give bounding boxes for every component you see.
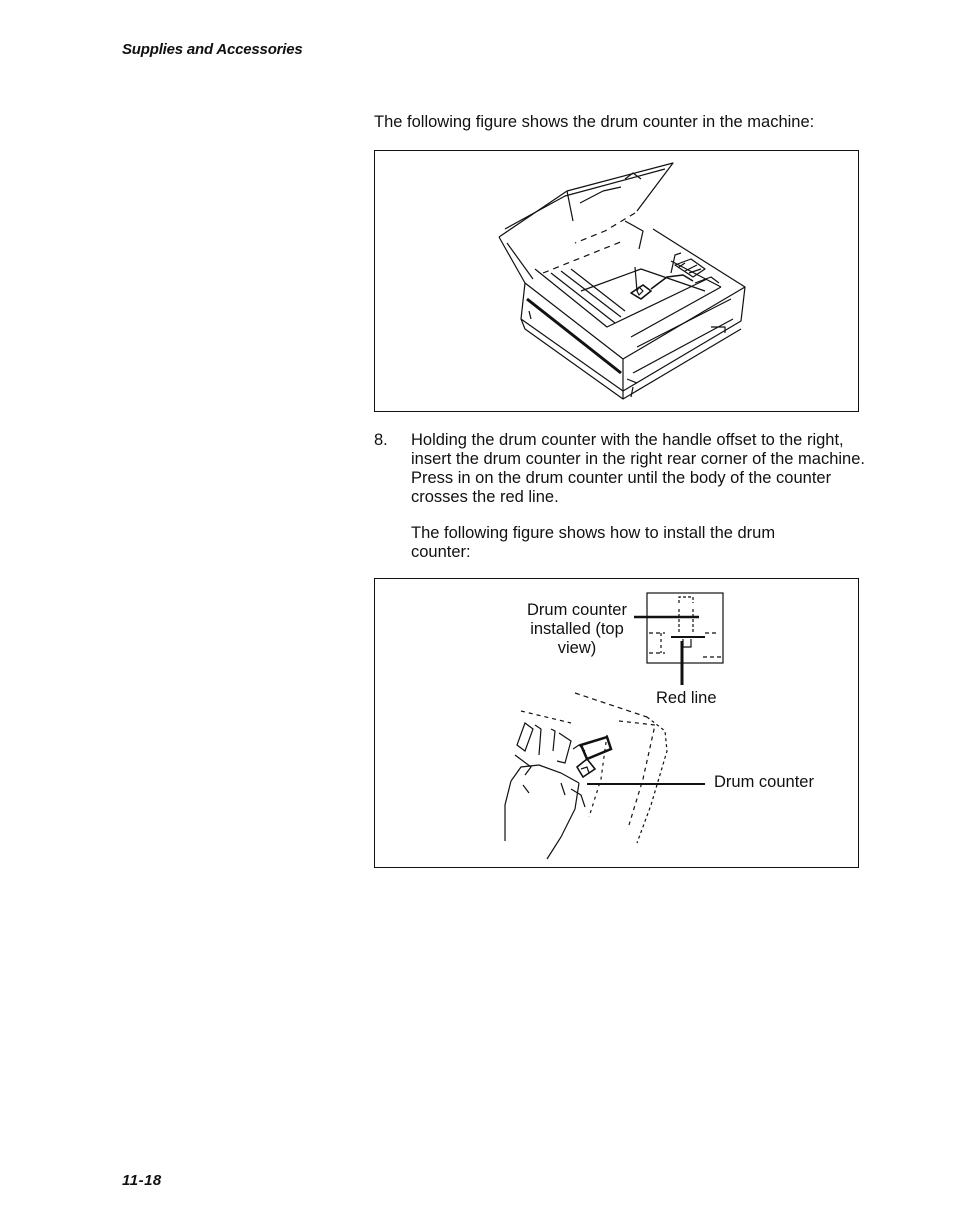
machine-figure	[374, 150, 859, 412]
label-drum-counter: Drum counter	[714, 773, 814, 791]
running-header: Supplies and Accessories	[122, 41, 303, 58]
install-illustration	[375, 579, 860, 869]
figure-intro-machine: The following figure shows the drum counter in the machine:	[374, 113, 815, 131]
step-number: 8.	[374, 431, 388, 449]
step-text: Holding the drum counter with the handle offset to the right, insert the drum counter in the right rear corner of the machine. Press in on the drum counter until the body of the counter crosses the red line.	[411, 431, 865, 506]
install-figure	[374, 578, 859, 868]
page-number: 11-18	[122, 1172, 162, 1189]
figure-intro-install: The following figure shows how to install the drum counter:	[411, 524, 776, 561]
machine-illustration	[375, 151, 860, 413]
label-top-view: Drum counter installed (top view)	[527, 601, 627, 657]
label-red-line: Red line	[656, 689, 717, 707]
